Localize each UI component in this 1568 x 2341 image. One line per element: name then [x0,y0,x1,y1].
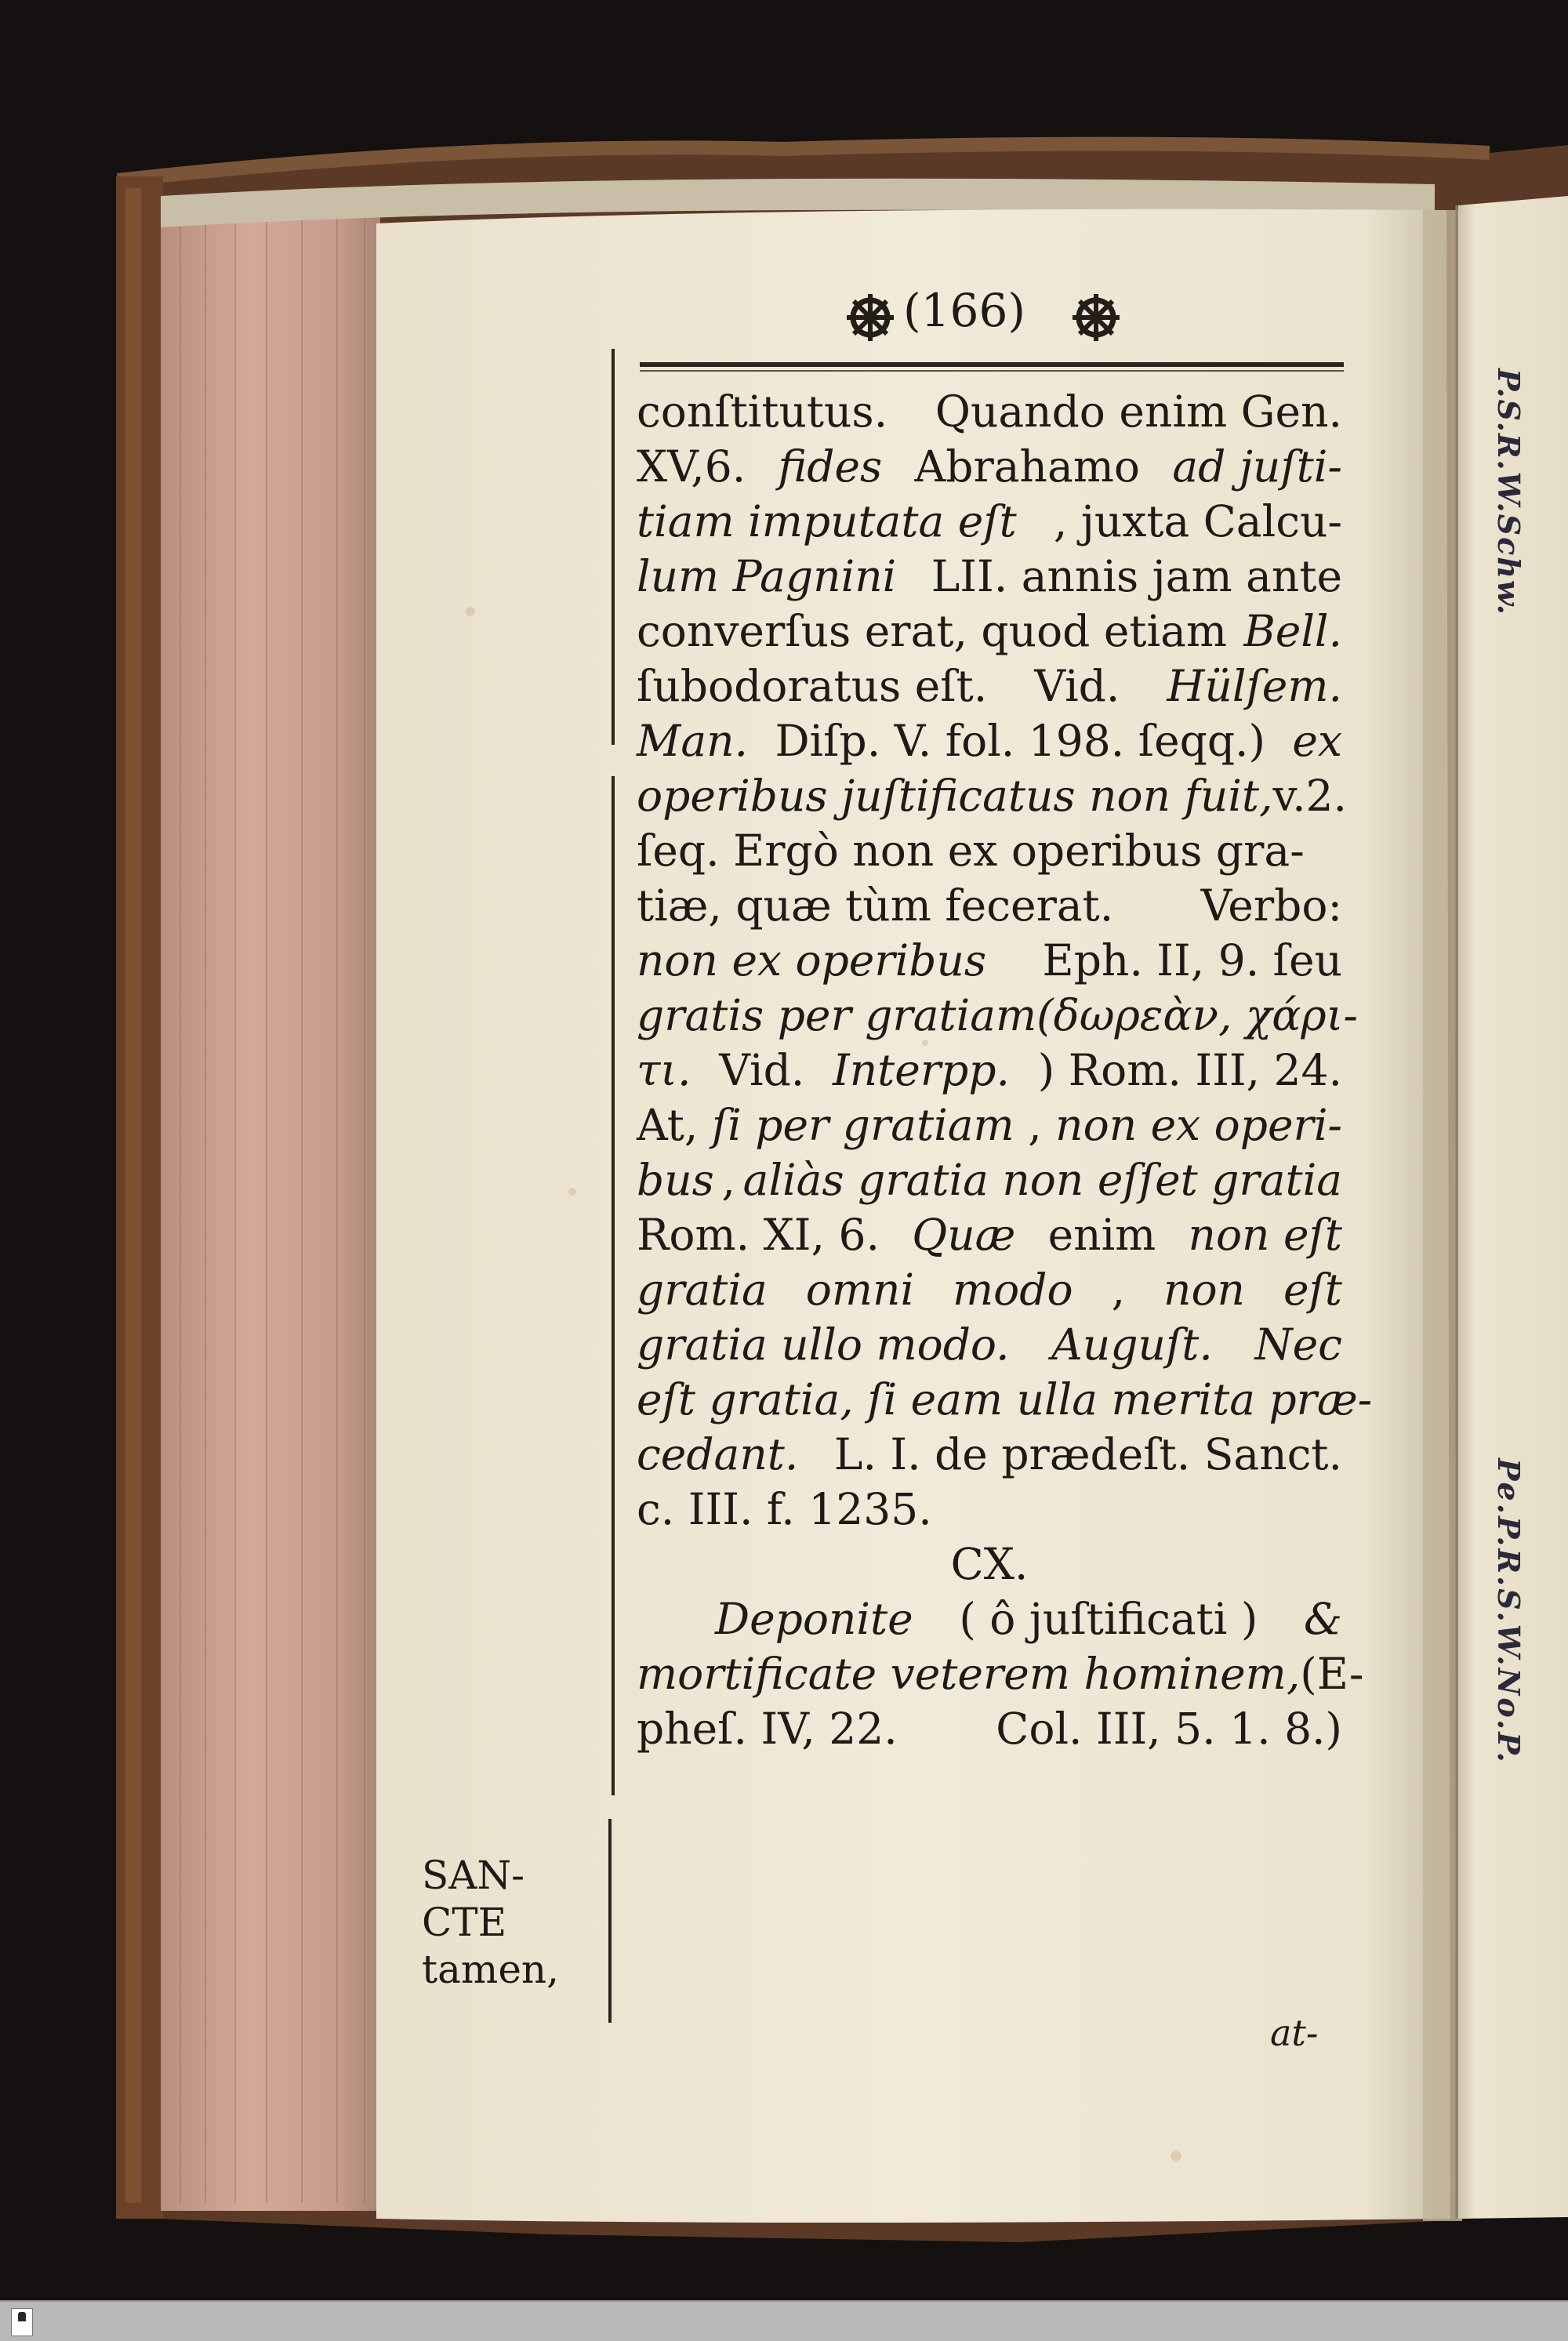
text-span: Abrahamo [914,441,1141,492]
text-span: aliàs gratia non eſſet gratia [742,1155,1342,1205]
text-span: eſt gratia, ſi eam ulla merita præ- [637,1374,1373,1425]
running-head [847,284,1082,337]
text-span: Vid. [719,1045,805,1095]
text-line [637,1372,1373,1427]
text-span: eſt [1283,1265,1342,1315]
text-line [637,1646,1364,1701]
text-span: ſi per gratiam [711,1100,1014,1150]
section-number: CX. [950,1539,1029,1589]
text-span: non ex operibus [637,935,987,985]
body-text [637,384,1373,1756]
text-line [637,1098,1342,1152]
text-span: (E- [1300,1649,1364,1699]
header-rule [640,362,1344,367]
text-span: Verbo: [1200,880,1342,931]
text-line [637,988,1358,1043]
text-line [637,1482,1342,1537]
text-span: non ex operi- [1055,1100,1342,1150]
catchword: at- [1270,2012,1319,2054]
viewer-footer [0,2300,1568,2341]
text-span: modo [953,1265,1073,1315]
margin-note [422,1852,563,1993]
margin-bracket [612,349,615,745]
text-span: lum Pagnini [637,551,897,601]
text-span: ex [1292,716,1342,766]
text-span: , [1028,1100,1042,1150]
margin-note-line: tamen, [422,1947,559,1992]
text-span: (δωρεὰν, χάρι- [1036,990,1358,1040]
text-span: mortificate veterem hominem, [637,1649,1301,1699]
text-line [637,1043,1342,1098]
text-span: Deponite [715,1594,913,1644]
text-span: fides [778,441,883,492]
text-span: non [1163,1265,1245,1315]
text-line [637,1207,1342,1262]
text-span: Nec [1254,1319,1342,1370]
text-span: operibus juſtificatus non fuit, [637,771,1273,821]
text-span: bus [637,1155,714,1205]
text-span: c. III. f. 1235. [637,1484,932,1534]
text-line [637,823,1342,878]
text-line [637,933,1342,988]
text-line [637,1537,1342,1592]
text-span: XV,6. [637,441,746,492]
text-span: Rom. XI, 6. [637,1210,880,1260]
text-line [637,659,1342,713]
text-span: cedant. [637,1429,799,1479]
text-span: & [1304,1594,1342,1644]
text-span: τι. [637,1045,691,1095]
text-span: v.2. [1272,771,1348,821]
text-line [637,384,1342,439]
text-line [637,1701,1342,1756]
text-span: ( ô juſtificati ) [959,1594,1258,1644]
text-span: Auguſt. [1051,1319,1213,1370]
text-span: L. I. de prædeſt. Sanct. [833,1429,1342,1479]
text-line [637,713,1342,768]
ownership-stamp-top: P.S.R.W.Schw. [1491,368,1526,616]
text-span: , [1111,1265,1126,1315]
text-span: , juxta Calcu- [1053,496,1342,546]
text-span: , [721,1155,735,1205]
text-span: Quando enim Gen. [935,387,1342,437]
text-line [637,1262,1342,1317]
text-span: tiam imputata eſt [637,496,1017,546]
text-line [637,878,1342,933]
text-span: Diſp. V. fol. 198. ſeqq.) [775,716,1265,766]
library-logo-icon[interactable] [11,2308,33,2336]
text-span: gratia ullo modo. [637,1319,1010,1370]
text-span: Hülſem. [1167,661,1342,711]
text-span: Vid. [1034,661,1120,711]
text-span: converſus erat, quod etiam [637,606,1228,656]
text-line [637,604,1342,659]
text-span: gratis per gratiam [637,990,1037,1040]
text-span: Bell. [1243,606,1342,656]
text-span: Interpp. [833,1045,1011,1095]
text-line [637,768,1348,823]
text-span: Quæ [912,1210,1016,1260]
text-span: Man. [637,716,749,766]
text-span: enim [1047,1210,1156,1260]
text-line [637,1427,1342,1482]
text-span: Col. III, 5. 1. 8.) [996,1704,1342,1754]
text-line [637,549,1342,604]
header-rule-thin [640,370,1344,372]
text-span: pheſ. IV, 22. [637,1704,898,1754]
text-span: Eph. II, 9. ſeu [1042,935,1342,985]
text-span: ſubodoratus eſt. [637,661,988,711]
text-span: gratia [637,1265,768,1315]
margin-note-line: SAN- [422,1853,525,1898]
page-number: (166) [903,284,1025,337]
text-line [637,1152,1342,1207]
text-line [637,439,1342,494]
text-line [637,1592,1342,1646]
text-line [637,494,1342,549]
ownership-stamp-bottom: Pe.P.R.S.W.No.P. [1491,1458,1526,1765]
margin-note-line: CTE [422,1900,507,1945]
text-span: ſeq. Ergò non ex operibus gra- [637,826,1305,876]
text-span: omni [805,1265,915,1315]
margin-bracket [612,776,615,1795]
text-span: LII. annis jam ante [931,551,1342,601]
text-span: non eſt [1188,1210,1342,1260]
text-span: ) Rom. III, 24. [1037,1045,1342,1095]
text-span: tiæ, quæ tùm fecerat. [637,880,1114,931]
text-line [637,1317,1342,1372]
text-span: At, [637,1100,699,1150]
text-span: ad juſti- [1172,441,1342,492]
margin-bracket [608,1819,612,2023]
text-span: conſtitutus. [637,387,888,437]
